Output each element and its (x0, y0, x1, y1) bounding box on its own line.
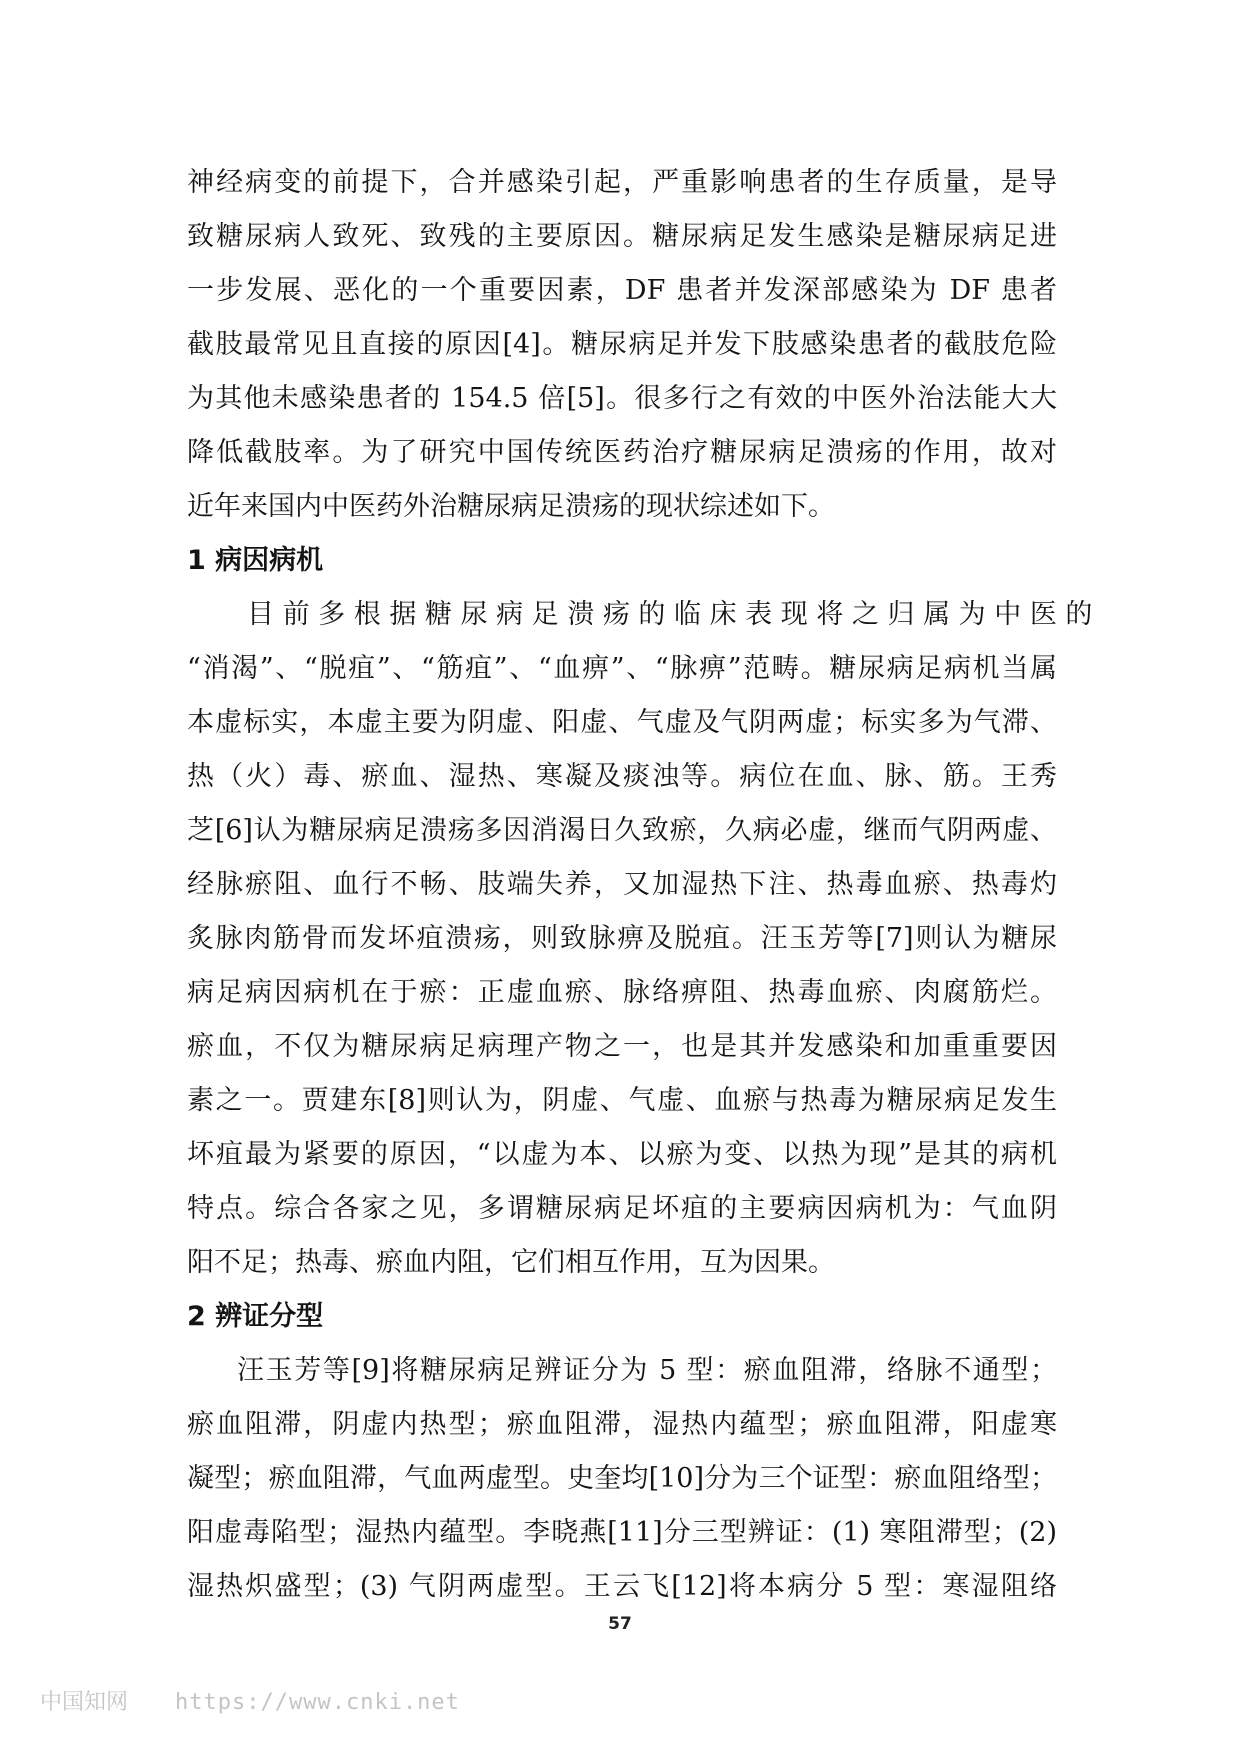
text-line: 特点。综合各家之见，多谓糖尿病足坏疽的主要病因病机为：气血阴 (187, 1193, 1057, 1224)
text-line: 阳不足；热毒、瘀血内阻，它们相互作用，互为因果。 (187, 1247, 835, 1278)
text-line: 热（火）毒、瘀血、湿热、寒凝及痰浊等。病位在血、脉、筋。王秀 (187, 761, 1057, 792)
text-line: 凝型；瘀血阻滞，气血两虚型。史奎均[10]分为三个证型：瘀血阻络型； (187, 1463, 1057, 1494)
text-line: 本虚标实，本虚主要为阴虚、阳虚、气虚及气阴两虚；标实多为气滞、 (187, 707, 1057, 738)
text-line: 一步发展、恶化的一个重要因素，DF 患者并发深部感染为 DF 患者 (187, 275, 1057, 306)
watermark-url: https://www.cnki.net (175, 1690, 460, 1715)
text-line: “消渴”、“脱疽”、“筋疽”、“血痹”、“脉痹”范畴。糖尿病足病机当属 (187, 653, 1057, 684)
text-line: 病足病因病机在于瘀：正虚血瘀、脉络痹阻、热毒血瘀、肉腐筋烂。 (187, 977, 1057, 1008)
text-line: 汪玉芳等[9]将糖尿病足辨证分为 5 型：瘀血阻滞，络脉不通型； (237, 1355, 1057, 1386)
watermark-name: 中国知网 (40, 1690, 129, 1715)
paragraph-syndrome-types (187, 1344, 1057, 1614)
text-line: 坏疽最为紧要的原因，“以虚为本、以瘀为变、以热为现”是其的病机 (187, 1139, 1057, 1170)
section-heading-syndrome-types: 2 辨证分型 (187, 1301, 324, 1332)
paragraph-intro (187, 156, 1057, 534)
text-line: 神经病变的前提下，合并感染引起，严重影响患者的生存质量，是导 (187, 167, 1057, 198)
text-line: 近年来国内中医药外治糖尿病足溃疡的现状综述如下。 (187, 491, 835, 522)
text-line: 为其他未感染患者的 154.5 倍[5]。很多行之有效的中医外治法能大大 (187, 383, 1057, 414)
text-line: 素之一。贾建东[8]则认为，阴虚、气虚、血瘀与热毒为糖尿病足发生 (187, 1085, 1057, 1116)
text-line: 湿热炽盛型；(3) 气阴两虚型。王云飞[12]将本病分 5 型：寒湿阻络 (187, 1571, 1057, 1602)
text-line: 致糖尿病人致死、致残的主要原因。糖尿病足发生感染是糖尿病足进 (187, 221, 1057, 252)
text-line: 瘀血，不仅为糖尿病足病理产物之一，也是其并发感染和加重重要因 (187, 1031, 1057, 1062)
paragraph-etiology (187, 588, 1093, 1290)
document-body (187, 156, 1093, 1614)
section-heading-etiology: 1 病因病机 (187, 545, 324, 576)
page-number: 57 (608, 1614, 632, 1634)
cnki-watermark (40, 1685, 460, 1716)
text-line: 截肢最常见且直接的原因[4]。糖尿病足并发下肢感染患者的截肢危险 (187, 329, 1057, 360)
text-line: 芝[6]认为糖尿病足溃疡多因消渴日久致瘀，久病必虚，继而气阴两虚、 (187, 815, 1057, 846)
text-line: 瘀血阻滞，阴虚内热型；瘀血阻滞，湿热内蕴型；瘀血阻滞，阳虚寒 (187, 1409, 1057, 1440)
text-line: 经脉瘀阻、血行不畅、肢端失养，又加湿热下注、热毒血瘀、热毒灼 (187, 869, 1057, 900)
text-line: 目 前 多 根 据 糖 尿 病 足 溃 疡 的 临 床 表 现 将 之 归 属 为 中 医 的 (247, 599, 1093, 630)
text-line: 炙脉肉筋骨而发坏疽溃疡，则致脉痹及脱疽。汪玉芳等[7]则认为糖尿 (187, 923, 1057, 954)
text-line: 降低截肢率。为了研究中国传统医药治疗糖尿病足溃疡的作用，故对 (187, 437, 1057, 468)
text-line: 阳虚毒陷型；湿热内蕴型。李晓燕[11]分三型辨证：(1) 寒阻滞型；(2) (187, 1517, 1057, 1548)
